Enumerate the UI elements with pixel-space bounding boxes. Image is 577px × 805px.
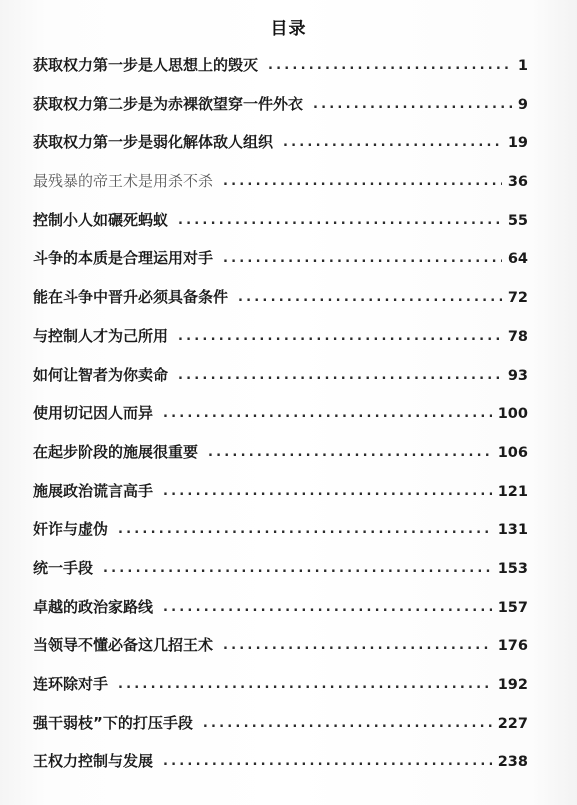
toc-entry	[33, 325, 528, 364]
toc-leader-dots	[178, 213, 502, 228]
toc-leader-dots	[223, 174, 502, 189]
toc-entry	[33, 518, 528, 557]
toc-entry-title: 统一手段	[33, 558, 94, 577]
toc-entry-page: 36	[507, 174, 528, 191]
toc-leader-dots	[163, 754, 492, 769]
toc-entry-page: 131	[497, 522, 528, 539]
toc-entry-page: 78	[507, 328, 528, 345]
toc-entry-title: 最残暴的帝王术是用杀不杀	[33, 172, 214, 191]
toc-entry-page: 19	[507, 135, 528, 152]
toc-entry-page: 192	[497, 677, 528, 693]
toc-entry-title: 强干弱枝”下的打压手段	[33, 713, 193, 732]
toc-entry	[33, 209, 528, 248]
toc-entry	[33, 54, 528, 93]
toc-entry	[33, 750, 528, 789]
toc-entry-title: 如何让智者为你卖命	[33, 365, 169, 384]
toc-entry-page: 121	[497, 483, 528, 500]
toc-entry	[33, 93, 528, 132]
toc-leader-dots	[283, 135, 502, 150]
toc-entry	[33, 441, 528, 480]
toc-leader-dots	[163, 484, 492, 499]
toc-entry	[33, 480, 528, 519]
toc-leader-dots	[313, 97, 512, 112]
toc-heading: 目录	[270, 19, 307, 39]
toc-entry-title: 获取权力第一步是弱化解体敌人组织	[33, 133, 274, 152]
toc-leader-dots	[178, 368, 502, 383]
toc-leader-dots	[238, 290, 502, 305]
toc-entry-page: 55	[507, 212, 528, 229]
toc-entry	[33, 402, 528, 441]
toc-leader-dots	[223, 251, 502, 266]
toc-entry-page: 238	[497, 754, 528, 771]
toc-leader-dots	[203, 716, 492, 731]
toc-entry-title: 能在斗争中晋升必须具备条件	[33, 288, 229, 307]
toc-entry	[33, 170, 528, 209]
toc-entry-page: 93	[507, 367, 528, 384]
toc-leader-dots	[118, 522, 492, 537]
toc-entry-page: 153	[497, 560, 528, 577]
toc-entry-title: 卓越的政治家路线	[33, 597, 154, 616]
toc-entry-title: 奸诈与虚伪	[33, 520, 109, 539]
toc-entry	[33, 247, 528, 286]
toc-entry	[33, 712, 528, 751]
toc-entry	[33, 557, 528, 596]
toc-entry-page: 106	[497, 444, 528, 461]
toc-entry-page: 157	[497, 599, 528, 616]
toc-entry	[33, 673, 528, 712]
toc-entry-page: 64	[507, 251, 528, 268]
toc-entry-title: 王权力控制与发展	[33, 752, 154, 771]
toc-entry-title: 当领导不懂必备这几招王术	[33, 636, 214, 655]
toc-entry-title: 与控制人才为己所用	[33, 326, 169, 345]
toc-leader-dots	[223, 638, 492, 653]
toc-entry-title: 连环除对手	[33, 675, 109, 693]
toc-entry	[33, 131, 528, 170]
toc-entry-title: 施展政治谎言高手	[33, 481, 154, 500]
toc-leader-dots	[103, 561, 492, 576]
toc-entry-title: 斗争的本质是合理运用对手	[33, 249, 214, 268]
toc-entry-page: 227	[497, 715, 528, 732]
toc-leader-dots	[118, 677, 492, 692]
toc-entry-page: 72	[507, 290, 528, 307]
toc-leader-dots	[163, 406, 492, 421]
toc-entry	[33, 596, 528, 635]
toc-leader-dots	[163, 600, 492, 615]
toc-leader-dots	[178, 329, 502, 344]
toc-entry-title: 控制小人如碾死蚂蚁	[33, 210, 169, 229]
toc-leader-dots	[208, 445, 492, 460]
toc-entry-title: 使用切记因人而异	[33, 404, 154, 423]
toc-entry	[33, 364, 528, 403]
toc-entry-page: 9	[517, 96, 528, 113]
toc-entry	[33, 634, 528, 673]
toc-entry-page: 100	[497, 406, 528, 423]
toc-list	[33, 54, 528, 789]
toc-entry-title: 获取权力第一步是人思想上的毁灭	[33, 56, 259, 74]
toc-entry-page: 176	[497, 638, 528, 655]
toc-leader-dots	[268, 58, 512, 73]
toc-entry-title: 获取权力第二步是为赤裸欲望穿一件外衣	[33, 94, 304, 113]
toc-entry-page: 1	[517, 58, 528, 74]
toc-entry	[33, 286, 528, 325]
toc-entry-title: 在起步阶段的施展很重要	[33, 442, 199, 461]
